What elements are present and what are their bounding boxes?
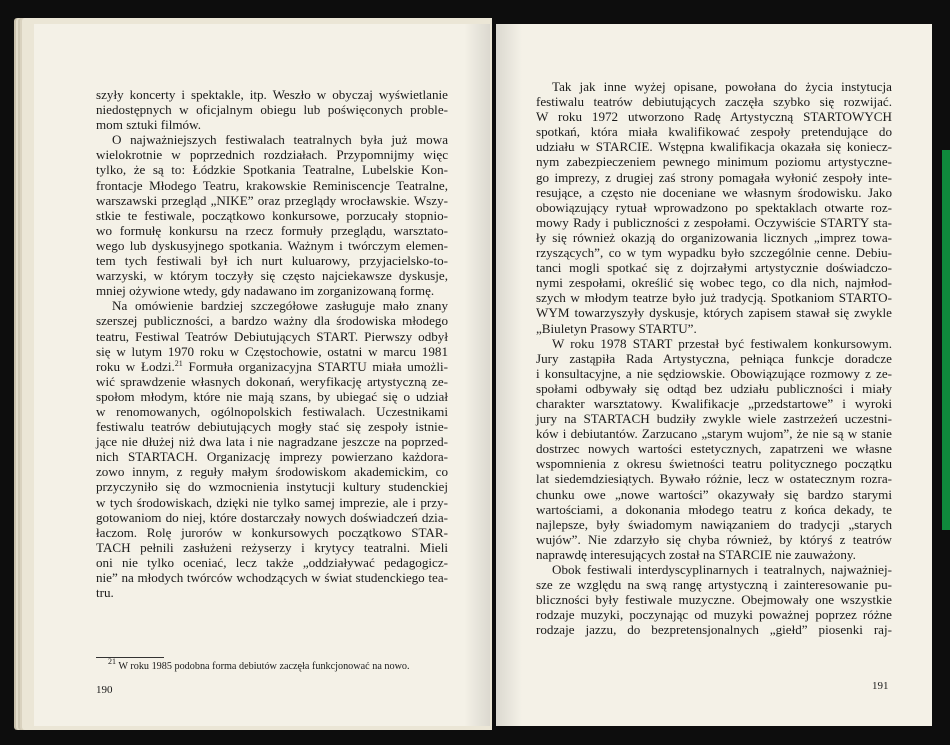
gutter-shadow [464,24,490,726]
text-line-part: Formuła organizacyjna STARTU miała umożli- [182,358,448,374]
text-line: frontacje Młodego Teatru, krakowskie Reminiscencje Teatralne, [96,177,448,193]
text-line: tem tych festiwali był ich nurt kuluarowy, przyjacielsko-to- [96,253,448,269]
text-line: szerszej publiczności, a bardzo ważny dla środowiska młodego [96,313,448,329]
text-line: resujące, a często nie doceniane we własnym środowisku. Jako [536,184,892,200]
text-line: tru. [96,585,114,601]
text-line: nym zabezpieczeniem pewnego minimum poziomu artystyczne- [536,154,892,170]
text-line: wartościami, a dokonania młodego teatru z końca dekady, te [536,501,892,517]
text-line: festiwalu teatrów debiutujących mogły stać się zespoły istnie- [96,419,448,435]
text-line: przyczyniło się do wzmocnienia instytucji kultury studenckiej [96,479,448,495]
text-line: jury na STARTACH budziły zwykle wiele zastrzeżeń uczestni- [536,411,892,427]
text-line: sze ze względu na swą rangę artystyczną i zainteresowanie pu- [536,577,892,593]
text-line: ków i debiutantów. Zarzucano „starym wujom”, że nie są w stanie [536,426,892,442]
text-line: niedostępnych w oficjalnym obiegu lub poświęconych proble- [96,102,448,118]
text-line: szych w młodym teatrze było już tradycją. Spotkaniom STARTO- [536,290,892,306]
background-edge [942,150,950,530]
footnote-rule [96,657,164,658]
text-line: obowiązujący rytuał wprowadzono po spektaklach otwarte roz- [536,199,892,215]
text-line: rodzaje muzyki, poczynając od muzyki poważnej poprzez różne [536,607,892,623]
text-line: rzyszących”, co w tym wypadku było szczególnie cenne. Debiu- [536,245,892,261]
text-line: rodzaje jazzu, do bezpretensjonalnych „giełd” piosenki raj- [536,622,892,638]
text-line: Obok festiwali interdyscyplinarnych i teatralnych, najważniej- [552,562,892,577]
text-line: się w lutym 1970 roku w Częstochowie, ostatni w marcu 1981 [96,343,448,359]
text-line: nie” na młodych twórców wchodzących w świat studenckiego tea- [96,570,448,585]
text-line: gotowaniom do niej, które dostarczały nowych doświadczeń dzia- [96,509,448,525]
text-line: najlepsze, były świadomym nawiązaniem do tradycji „starych [536,516,892,532]
text-line: W roku 1972 utworzono Radę Artystyczną STARTOWYCH [536,109,892,125]
text-line-part: roku w Łodzi. [96,358,175,374]
text-line: szyły koncerty i spektakle, itp. Weszło w obyczaj wyświetlanie [96,87,448,102]
text-line: wielokrotnie w poprzednich rozdziałach. Przypomnijmy więc [96,147,448,163]
text-line: i konsultacyjne, a nie sędziowskie. Obowiązujące rozmowy z ze- [536,365,892,381]
text-line: zowo innym, z reguły małym środowiskom akademickim, co [96,464,448,480]
text-line: łaczom. Rolę jurorów w konkursowych początkowo STAR- [96,524,448,540]
text-line: mom sztuki filmów. [96,117,201,133]
text-line: udziału w STARCIE. Wstępna kwalifikacja okazała się koniecz- [536,139,892,155]
footnote-text: W roku 1985 podobna forma debiutów zaczęła funkcjonować na nowo. [118,661,410,672]
text-line [96,359,448,374]
text-line: wspomnienia z okresu świetności teatru politycznego początku [536,456,892,472]
footnote [96,657,456,673]
text-line: warszawski przegląd „NIKE” oraz przeglądy wrocławskie. Wszy- [96,192,448,208]
text-line: społami odbywały się odtąd bez udziału publiczności i miały [536,380,892,396]
text-line: społom młodym, które nie mają szans, by ubiegać się o udział [96,388,448,404]
text-line: lat siedemdziesiątych. Bywało różnie, lecz w ostatecznym rozra- [536,471,892,487]
left-page [34,24,490,726]
footnote-marker: 21 [174,358,183,368]
text-line: bliczności były festiwale muzyczne. Obejmowały one wszystkie [536,592,892,608]
text-line: wego lub dyskusyjnego spotkania. Ważnym i twórczym elemen- [96,237,448,253]
gutter-shadow [496,24,522,726]
text-line: O najważniejszych festiwalach teatralnych była już mowa [112,132,448,148]
right-page-text [536,79,892,637]
text-line: w renomowanych, ogólnopolskich festiwalach. Uczestnikami [96,403,448,419]
text-line: chunku owe „nowe wartości” okazywały się bardzo starymi [536,486,892,502]
text-line: Jury zastąpiła Rada Artystyczna, pełniąca funkcje doradcze [536,350,892,366]
right-page [496,24,932,726]
text-line: oni nie tylko oceniać, lecz także „oddziaływać pedagogicz- [96,554,448,570]
text-line: mowy Rady i publiczności z zespołami. Oczywiście STARTY sta- [536,214,892,230]
footnote-number: 21 [108,657,116,666]
text-line: stkie te festiwale, początkowo konkursowe, porzucały stopnio- [96,207,448,223]
text-line: w tych środowiskach, dzięki nie tylko samej imprezie, ale i przy- [96,494,448,510]
text-line: TACH pełnili zasłużeni reżyserzy i krytycy teatralni. Mieli [96,539,448,555]
text-line: teatru, Festiwal Teatrów Debiutujących START. Pierwszy odbył [96,328,448,344]
text-line: „Biuletyn Prasowy STARTU”. [536,320,697,336]
text-line: nymi zespołami, określić się wobec tego, co dla nich, najmłod- [536,275,892,291]
text-line: go imprezy, z drugiej zaś strony pomagała wyłonić zespoły inte- [536,169,892,185]
text-line: jące nie dłużej niż dwa lata i nie nagradzane jeszcze na poprzed- [96,434,448,450]
text-line: tylko, że są to: Łódzkie Spotkania Teatralne, Lubelskie Kon- [96,162,448,178]
text-line: wić sprawdzenie własnych dokonań, weryfikację artystyczną ze- [96,373,448,389]
text-line: spotkań, która miała kwalifikować zespoły pretendujące do [536,124,892,140]
text-line: warzyski, w którym toczyły się często najciekawsze dyskusje, [96,268,448,284]
text-line: mniej ożywione wtedy, gdy nadawano im zorganizowaną formę. [96,283,435,299]
text-line: tanci mogli spotkać się z dojrzałymi artystycznie doświadczo- [536,260,892,276]
text-line: charakter warsztatowy. Kwalifikacje „przedstartowe” i wyroki [536,395,892,411]
left-page-text [96,87,448,600]
page-number-right: 191 [872,680,889,692]
text-line: ły się również okazją do organizowania licznych „imprez towa- [536,229,892,245]
text-line: nich STARTACH. Organizację imprezy powierzano każdora- [96,449,448,465]
text-line: Na omówienie bardziej szczegółowe zasługuje mało znany [112,298,448,314]
page-number-left: 190 [96,684,113,696]
text-line: wujów”. Nie zdarzyło się chyba również, by któryś z teatrów [536,531,892,547]
text-line: festiwalu teatrów debiutujących zaczęła szybko się rozwijać. [536,94,892,110]
text-line: wo formułę konkursu na rzecz formuły przeglądu, warsztato- [96,222,448,238]
text-line: Tak jak inne wyżej opisane, powołana do życia instytucja [552,79,892,94]
text-line: W roku 1978 START przestał być festiwalem konkursowym. [552,335,892,351]
text-line: naprawdę interesujących został na STARCIE nie zauważony. [536,546,856,562]
text-line: dostrzec nowych wartości estetycznych, zapatrzeni we własne [536,441,892,457]
text-line: WYM towarzyszyły dyskusje, których zapisem stawał się zwykle [536,305,892,321]
